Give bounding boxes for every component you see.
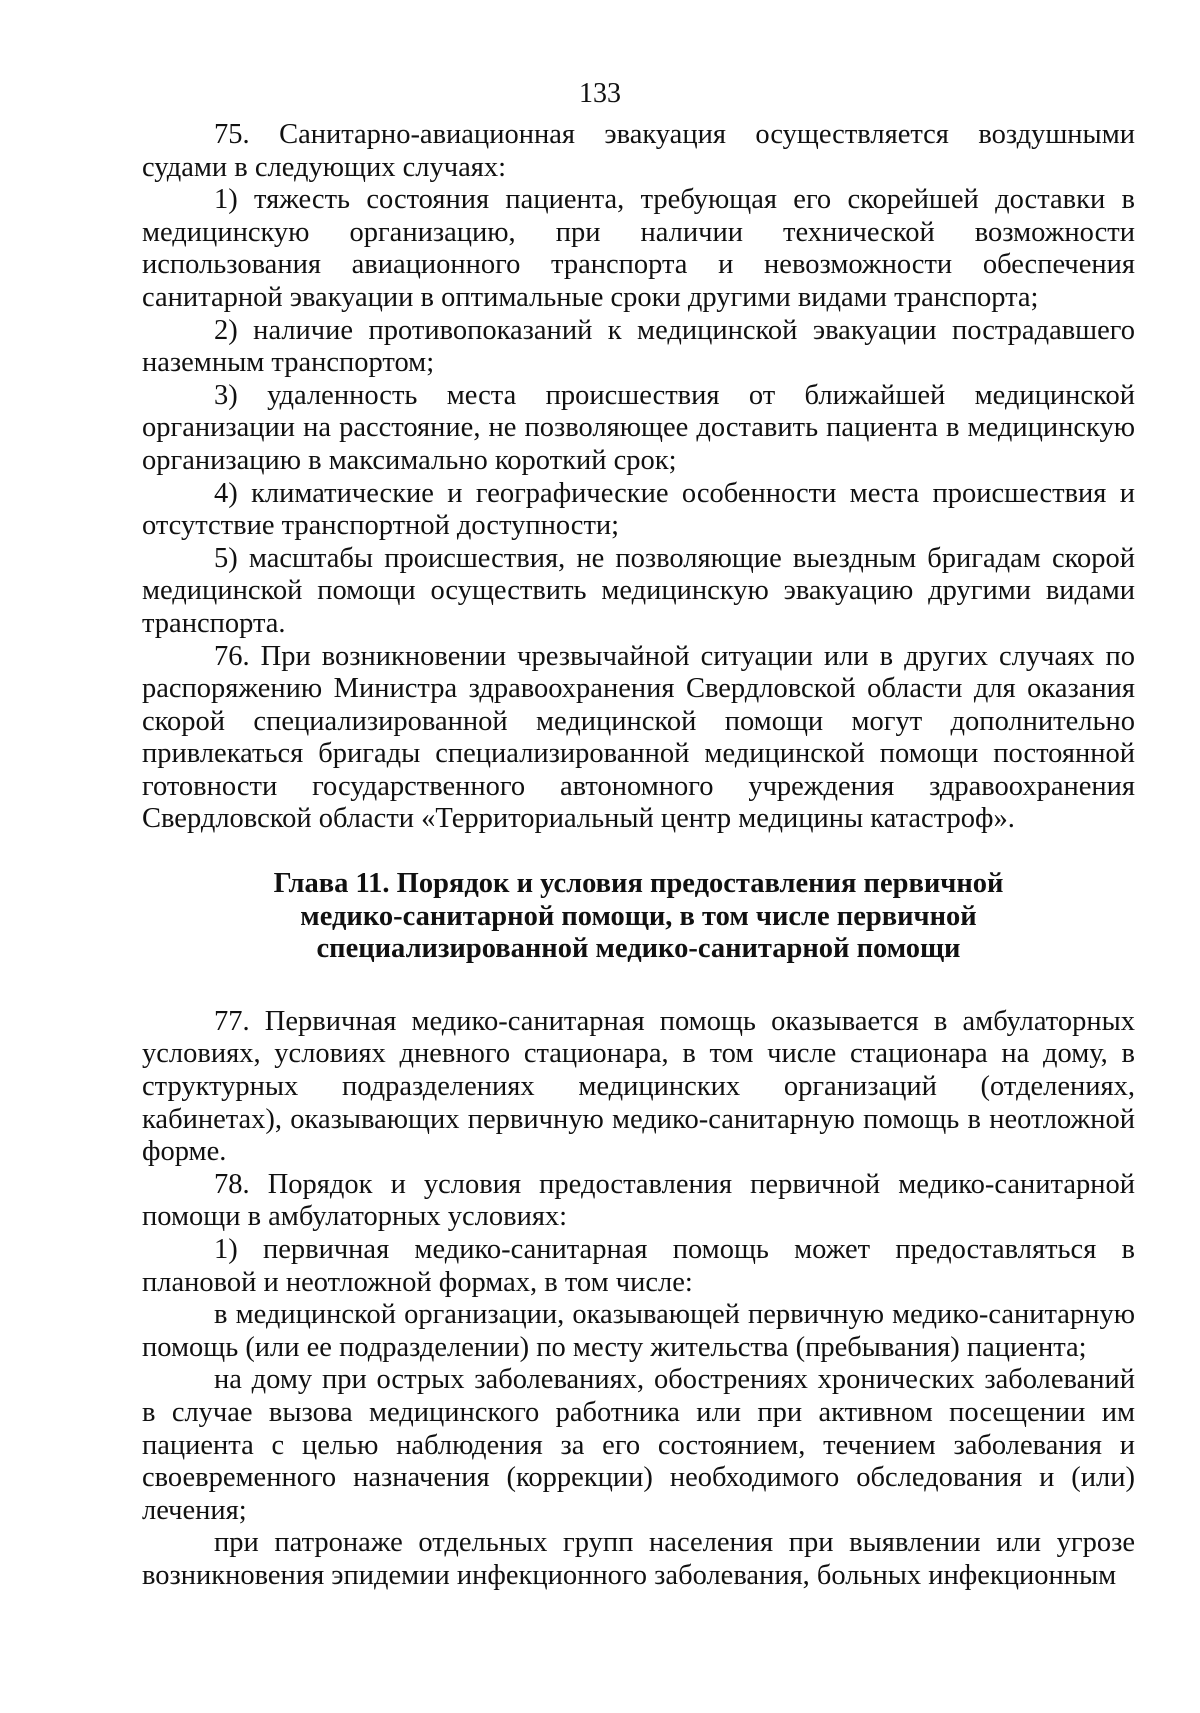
paragraph-78: 78. Порядок и условия предоставления первичной медико-санитарной помощи в амбулаторных условиях:	[142, 1168, 1135, 1233]
paragraph-75-item-4: 4) климатические и географические особенности места происшествия и отсутствие транспортной доступности;	[142, 477, 1135, 542]
document-body	[142, 119, 1135, 1593]
chapter-heading: Глава 11. Порядок и условия предоставления первичной медико-санитарной помощи, в том числе первичной специализированной медико-санитарной помощи	[273, 868, 1004, 965]
paragraph-78-item-1-clause-a: в медицинской организации, оказывающей первичную медико-санитарную помощь (или ее подразделении) по месту жительства (пребывания) пациента;	[142, 1299, 1135, 1363]
paragraph-75-item-5: 5) масштабы происшествия, не позволяющие выездным бригадам скорой медицинской помощи осуществить медицинскую эвакуацию другими видами транспорта.	[142, 542, 1135, 639]
paragraph-76: 76. При возникновении чрезвычайной ситуации или в других случаях по распоряжению Министра здравоохранения Свердловской области для оказания скорой специализированной медицинской помощи могут дополнительно привлекаться бригады специализированной медицинской помощи постоянной готовности государственного автономного учреждения здравоохранения Свердловской области «Территориальный центр медицины катастроф».	[142, 640, 1135, 835]
paragraph-75-item-1: 1) тяжесть состояния пациента, требующая его скорейшей доставки в медицинскую организацию, при наличии технической возможности использования авиационного транспорта и невозможности обеспечения санитарной эвакуации в оптимальные сроки другими видами транспорта;	[142, 184, 1135, 313]
paragraph-75-item-3: 3) удаленность места происшествия от ближайшей медицинской организации на расстояние, не позволяющее доставить пациента в медицинскую организацию в максимально короткий срок;	[142, 379, 1135, 476]
paragraph-78-item-1: 1) первичная медико-санитарная помощь может предоставляться в плановой и неотложной формах, в том числе:	[142, 1234, 1135, 1298]
paragraph-78-item-1-clause-b: на дому при острых заболеваниях, обострениях хронических заболеваний в случае вызова медицинского работника или при активном посещении им пациента с целью наблюдения за его состоянием, течением заболевания и своевременного назначения (коррекции) необходимого обследования и (или) лечения;	[142, 1364, 1135, 1526]
paragraph-75-item-2: 2) наличие противопоказаний к медицинской эвакуации пострадавшего наземным транспортом;	[142, 314, 1135, 379]
paragraph-77: 77. Первичная медико-санитарная помощь оказывается в амбулаторных условиях, условиях дневного стационара, в том числе стационара на дому, в структурных подразделениях медицинских организаций (отделениях, кабинетах), оказывающих первичную медико-санитарную помощь в неотложной форме.	[142, 1005, 1135, 1168]
paragraph-78-item-1-clause-c: при патронаже отдельных групп населения при выявлении или угрозе возникновения эпидемии инфекционного заболевания, больных инфекционным	[142, 1527, 1135, 1591]
page-number: 133	[579, 78, 621, 109]
paragraph-75: 75. Санитарно-авиационная эвакуация осуществляется воздушными судами в следующих случаях:	[142, 119, 1135, 183]
